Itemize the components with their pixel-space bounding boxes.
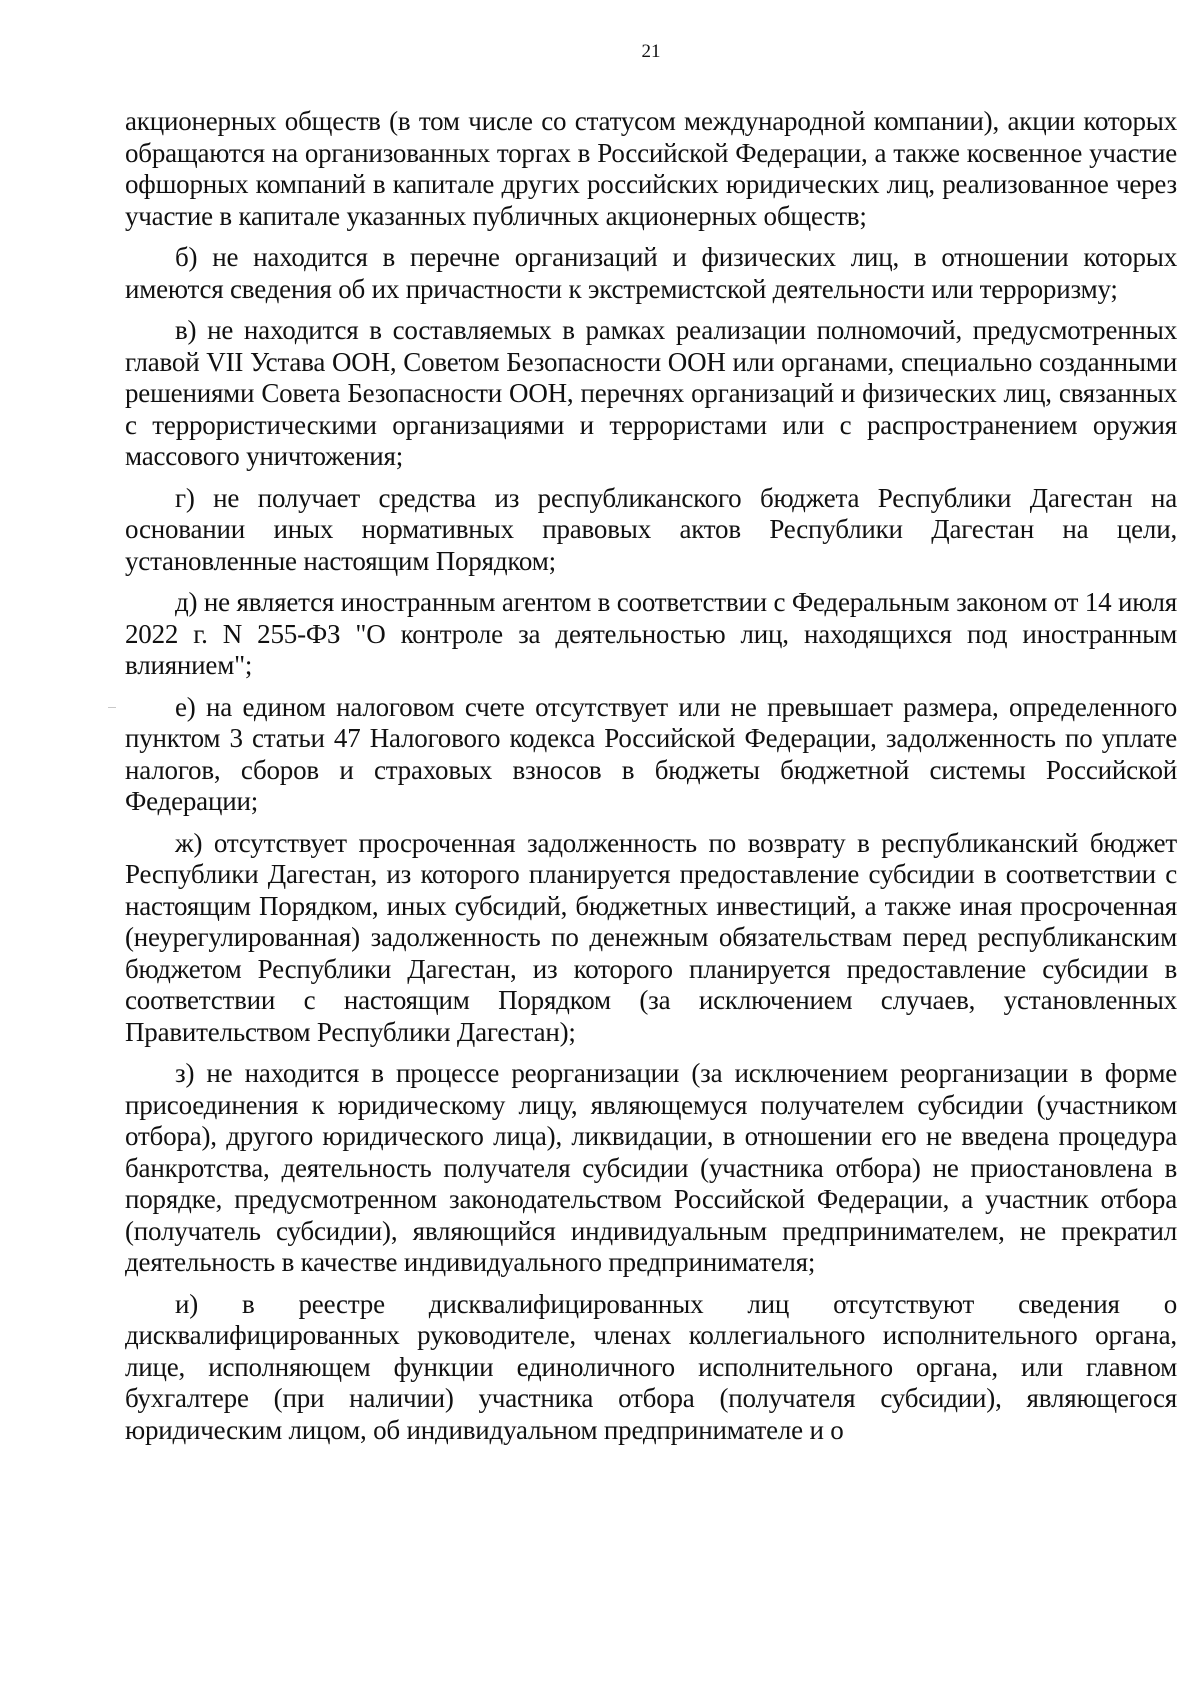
paragraph-item-g: г) не получает средства из республиканского бюджета Республики Дагестан на основании иных нормативных правовых актов Республики Дагестан на цели, установленные настоящим Порядком; (125, 482, 1177, 576)
paragraph-item-b: б) не находится в перечне организаций и физических лиц, в отношении которых имеются сведения об их причастности к экстремистской деятельности или терроризму; (125, 242, 1177, 304)
paragraph-item-d: д) не является иностранным агентом в соответствии с Федеральным законом от 14 июля 2022 г. N 255-ФЗ "О контроле за деятельностью лиц, находящихся под иностранным влиянием"; (125, 587, 1177, 680)
document-page (125, 0, 1177, 1697)
margin-mark (108, 707, 116, 708)
paragraph-item-z: з) не находится в процессе реорганизации (за исключением реорганизации в форме присоединения к юридическому лицу, являющемуся получателем субсидии (участником отбора), другого юридического лица), ликвидации, в отношении его не введена процедура банкротства, деятельность получателя субсидии (участника отбора) не приостановлена в порядке, предусмотренном законодательством Российской Федерации, а участник отбора (получатель субсидии), являющийся индивидуальным предпринимателем, не прекратил деятельность в качестве индивидуального предпринимателя; (125, 1058, 1177, 1277)
paragraph-item-v: в) не находится в составляемых в рамках реализации полномочий, предусмотренных главой VII Устава ООН, Советом Безопасности ООН или органами, специально созданными решениями Совета Безопасности ООН, перечнях организаций и физических лиц, связанных с террористическими организациями и террористами или с распространением оружия массового уничтожения; (125, 315, 1177, 471)
page-number: 21 (641, 41, 661, 62)
paragraph-item-e: е) на едином налоговом счете отсутствует или не превышает размера, определенного пунктом 3 статьи 47 Налогового кодекса Российской Федерации, задолженность по уплате налогов, сборов и страховых взносов в бюджеты бюджетной системы Российской Федерации; (125, 691, 1177, 816)
paragraph-item-i: и) в реестре дисквалифицированных лиц отсутствуют сведения о дисквалифицированных руководителе, членах коллегиального исполнительного органа, лице, исполняющем функции единоличного исполнительного органа, или главном бухгалтере (при наличии) участника отбора (получателя субсидии), являющегося юридическим лицом, об индивидуальном предпринимателе и о (125, 1288, 1177, 1445)
document-body (125, 106, 1177, 1446)
paragraph-item-zh: ж) отсутствует просроченная задолженность по возврату в республиканский бюджет Республики Дагестан, из которого планируется предоставление субсидии в соответствии с настоящим Порядком, иных субсидий, бюджетных инвестиций, а также иная просроченная (неурегулированная) задолженность по денежным обязательствам перед республиканским бюджетом Республики Дагестан, из которого планируется предоставление субсидии в соответствии с настоящим Порядком (за исключением случаев, установленных Правительством Республики Дагестан); (125, 827, 1177, 1047)
paragraph-continuation: акционерных обществ (в том числе со статусом международной компании), акции которых обращаются на организованных торгах в Российской Федерации, а также косвенное участие офшорных компаний в капитале других российских юридических лиц, реализованное через участие в капитале указанных публичных акционерных обществ; (125, 106, 1177, 231)
